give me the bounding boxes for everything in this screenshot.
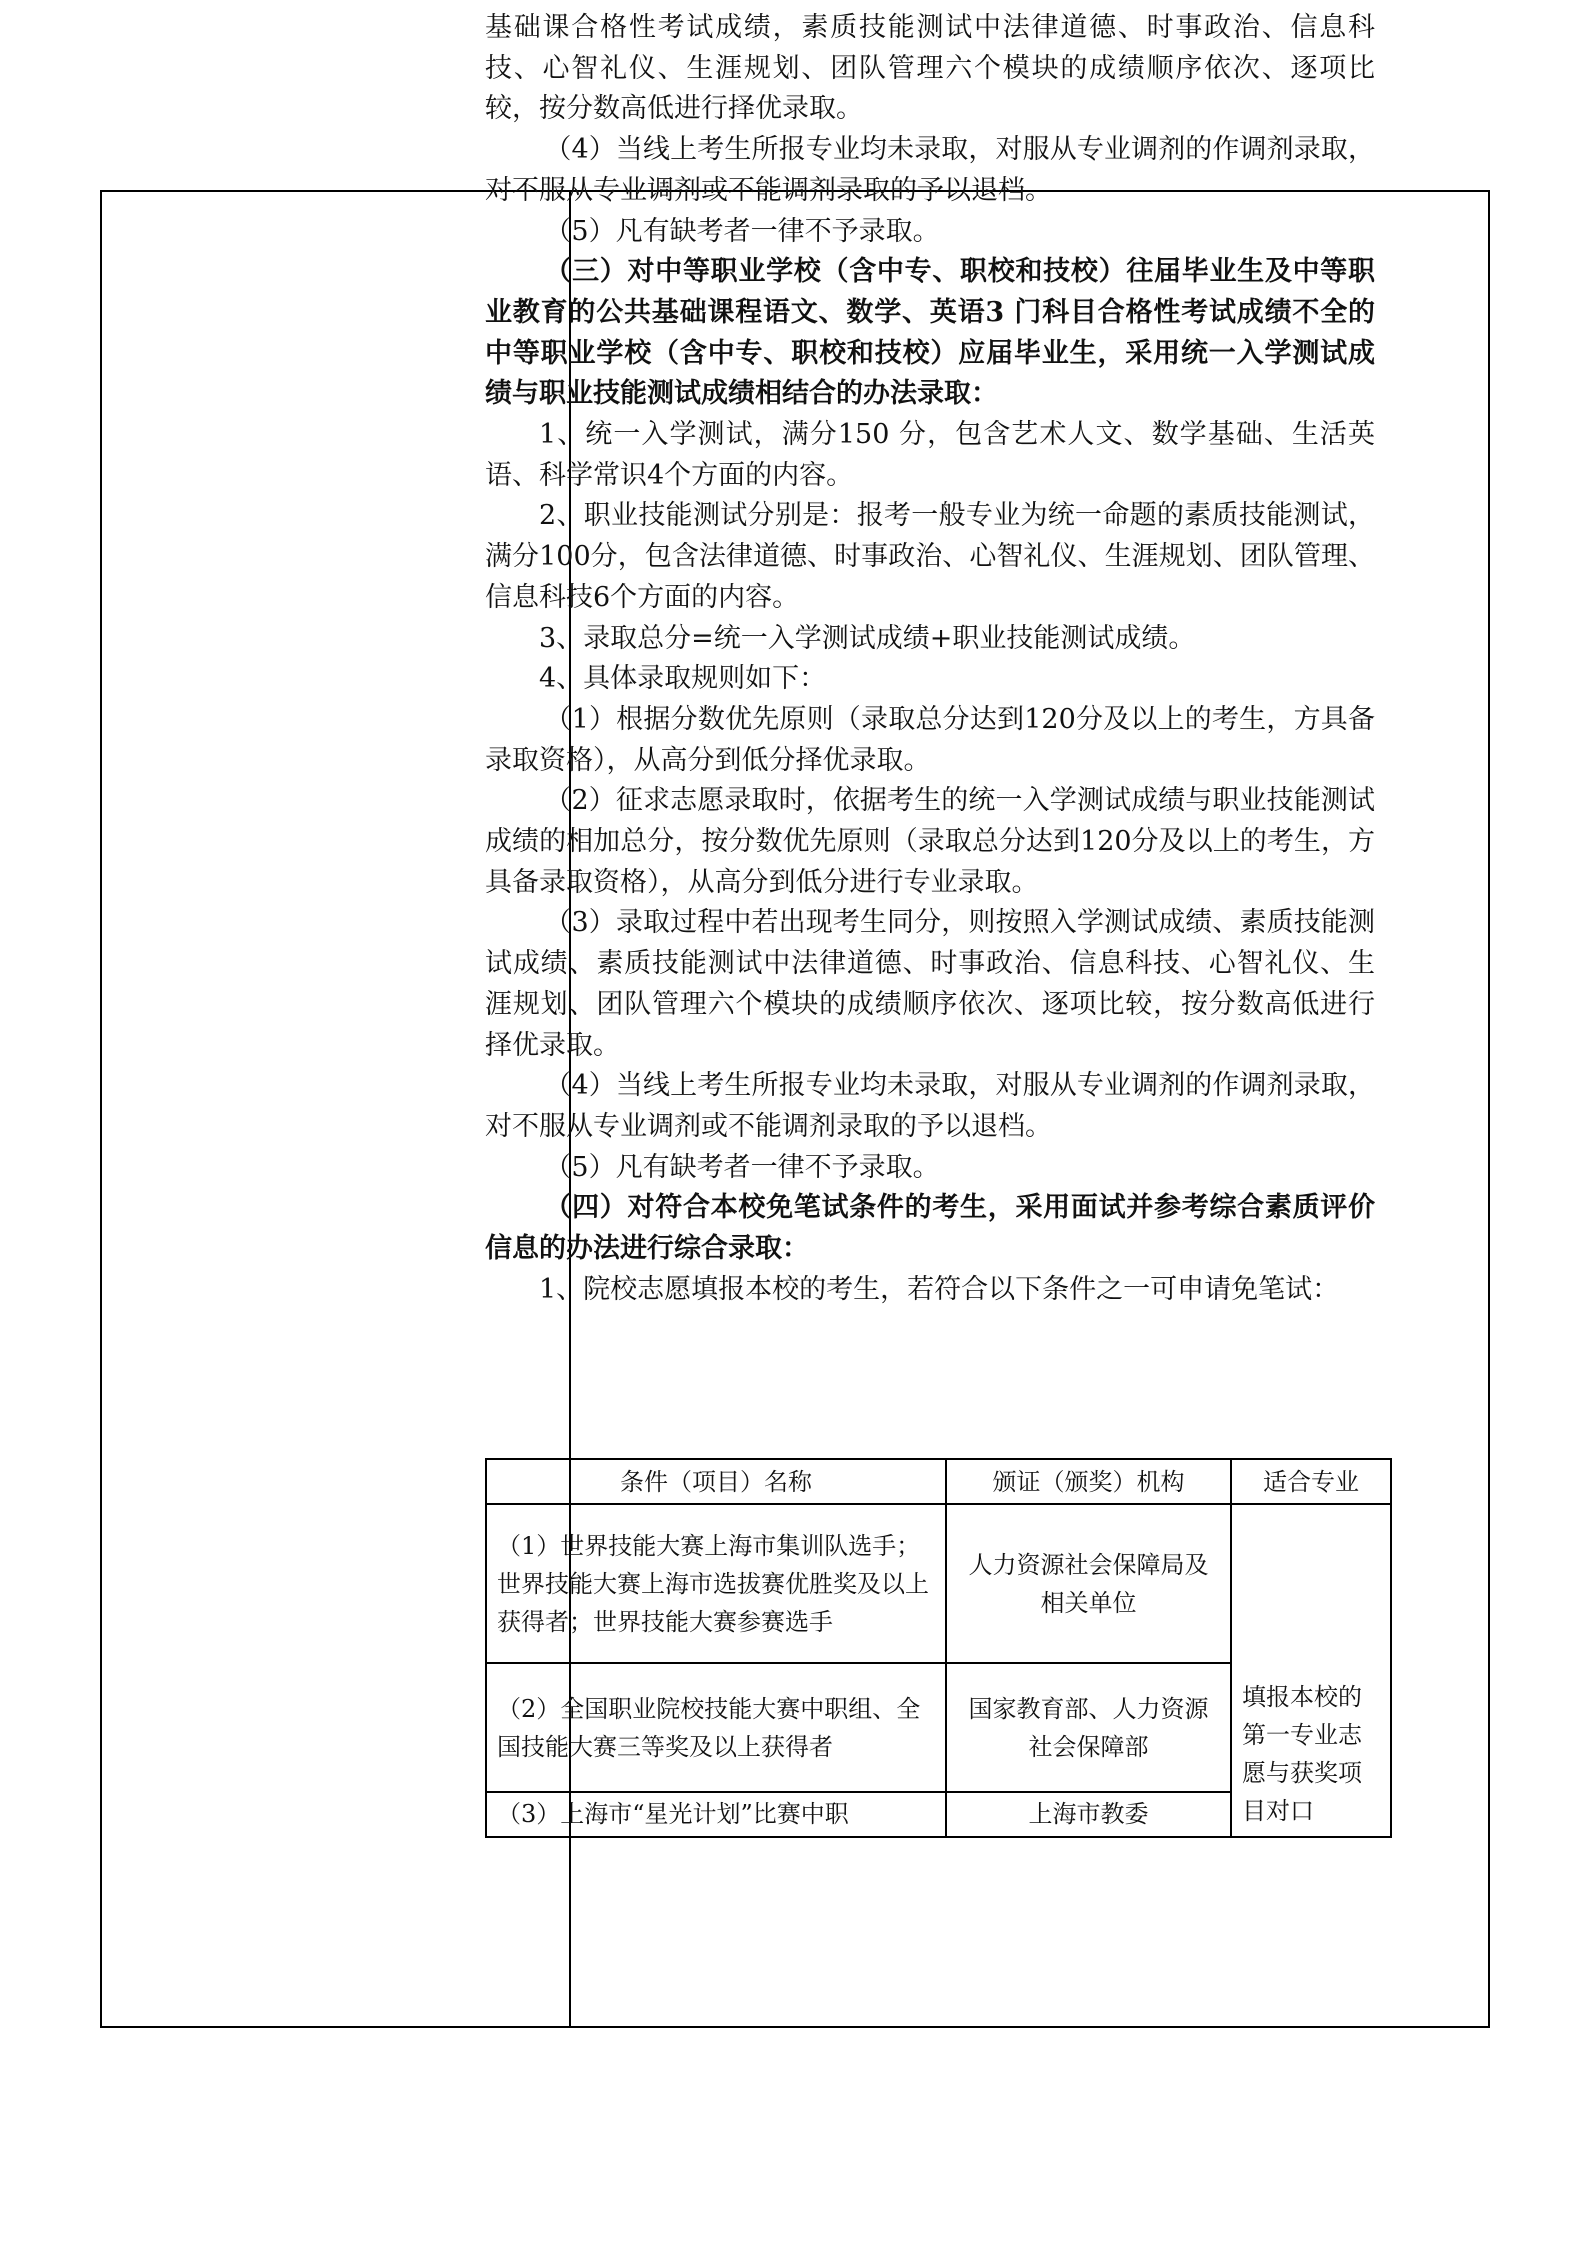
issuer-cell: 国家教育部、人力资源社会保障部 <box>946 1663 1231 1791</box>
paragraph: 1、院校志愿填报本校的考生，若符合以下条件之一可申请免笔试： <box>539 1273 1340 1305</box>
paragraph: （4）当线上考生所报专业均未录取，对服从专业调剂的作调剂录取，对不服从专业调剂或不能调剂录取的予以退档。 <box>485 134 1375 206</box>
paragraph: （2）征求志愿录取时，依据考生的统一入学测试成绩与职业技能测试成绩的相加总分，按分数优先原则（录取总分达到120分及以上的考生，方具备录取资格），从高分到低分进行专业录取。 <box>485 785 1375 898</box>
header-issuer: 颁证（颁奖）机构 <box>946 1459 1231 1504</box>
paragraph: 1、统一入学测试，满分150 分，包含艺术人文、数学基础、生活英语、科学常识4个方面的内容。 <box>485 419 1375 491</box>
condition-cell: （2）全国职业院校技能大赛中职组、全国技能大赛三等奖及以上获得者 <box>486 1663 946 1791</box>
issuer-cell: 上海市教委 <box>946 1792 1231 1837</box>
table-row <box>486 1504 1391 1663</box>
section-heading: （四）对符合本校免笔试条件的考生，采用面试并参考综合素质评价信息的办法进行综合录取： <box>485 1192 1375 1265</box>
paragraph: 3、录取总分=统一入学测试成绩+职业技能测试成绩。 <box>539 622 1196 654</box>
condition-cell: （3）上海市“星光计划”比赛中职 <box>486 1792 946 1837</box>
paragraph: （5）凡有缺考者一律不予录取。 <box>544 1151 940 1183</box>
issuer-cell: 人力资源社会保障局及相关单位 <box>946 1504 1231 1663</box>
table-header-row <box>486 1459 1391 1504</box>
exemption-table <box>485 1458 1392 1838</box>
section-heading: （三）对中等职业学校（含中专、职校和技校）往届毕业生及中等职业教育的公共基础课程语文、数学、英语3 门科目合格性考试成绩不全的中等职业学校（含中专、职校和技校）应届毕业生，采用统一入学测试成绩与职业技能测试成绩相结合的办法录取： <box>485 256 1375 410</box>
document-body <box>485 8 1375 1311</box>
paragraph: （5）凡有缺考者一律不予录取。 <box>544 215 940 247</box>
paragraph: （4）当线上考生所报专业均未录取，对服从专业调剂的作调剂录取，对不服从专业调剂或不能调剂录取的予以退档。 <box>485 1070 1375 1142</box>
paragraph: 2、职业技能测试分别是：报考一般专业为统一命题的素质技能测试，满分100分，包含法律道德、时事政治、心智礼仪、生涯规划、团队管理、信息科技6个方面的内容。 <box>485 500 1375 613</box>
paragraph: （3）录取过程中若出现考生同分，则按照入学测试成绩、素质技能测试成绩、素质技能测试中法律道德、时事政治、信息科技、心智礼仪、生涯规划、团队管理六个模块的成绩顺序依次、逐项比较，按分数高低进行择优录取。 <box>485 907 1375 1061</box>
paragraph: 基础课合格性考试成绩，素质技能测试中法律道德、时事政治、信息科技、心智礼仪、生涯规划、团队管理六个模块的成绩顺序依次、逐项比较，按分数高低进行择优录取。 <box>485 12 1375 125</box>
paragraph: 4、具体录取规则如下： <box>539 663 827 695</box>
paragraph: （1）根据分数优先原则（录取总分达到120分及以上的考生，方具备录取资格），从高分到低分择优录取。 <box>485 703 1375 776</box>
major-cell: 填报本校的第一专业志愿与获奖项目对口 <box>1231 1504 1391 1837</box>
header-major: 适合专业 <box>1231 1459 1391 1504</box>
condition-cell: （1）世界技能大赛上海市集训队选手；世界技能大赛上海市选拔赛优胜奖及以上获得者；世界技能大赛参赛选手 <box>486 1504 946 1663</box>
header-condition: 条件（项目）名称 <box>486 1459 946 1504</box>
